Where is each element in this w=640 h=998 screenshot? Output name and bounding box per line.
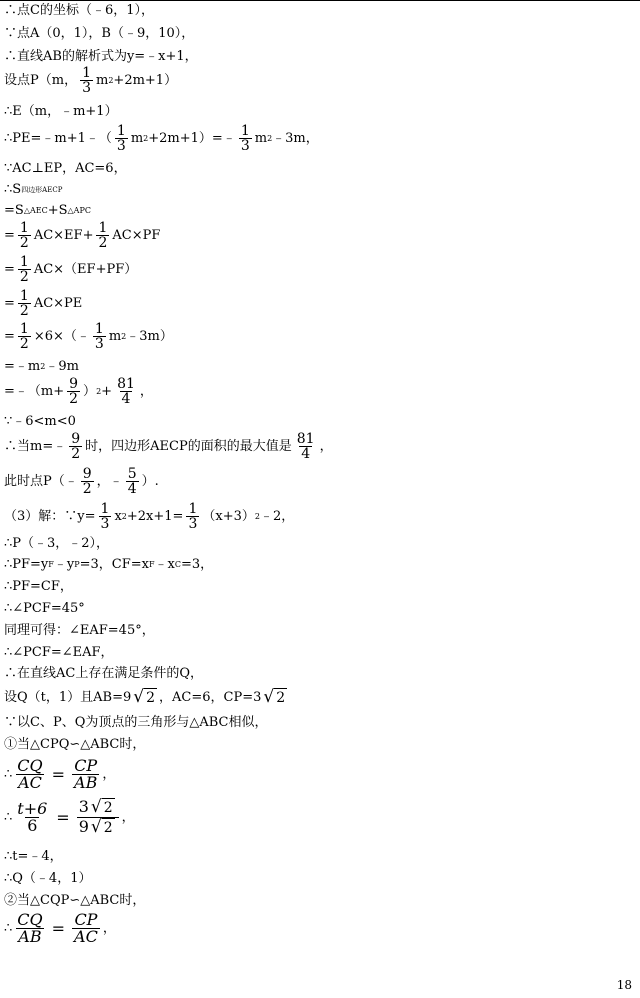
line-31: ∴ $\frac{t+6}{6}$ = 3 √ 2 9 √ 2 ， [4, 797, 135, 837]
line-07: ∵AC⊥EP，AC=6， [4, 161, 127, 176]
line-01: ∴点C的坐标（﹣6，1）， [4, 3, 154, 18]
line-23: ∴∠PCF=45° [4, 601, 85, 616]
line-32: ∴t=﹣4， [4, 849, 63, 864]
line-10: = $\frac{1}{2}$ AC×EF+ $\frac{1}{2}$ AC×PF [4, 220, 161, 251]
line-04: 设点P（m， $\frac{1}{3}$ m 2 +2m+1） [4, 65, 178, 96]
line-14: =﹣m 2 ﹣9m [4, 359, 79, 374]
line-08: ∴S 四边形AECP [4, 182, 63, 197]
line-18: 此时点P（﹣ $\frac{9}{2}$ ，﹣ $\frac{5}{4}$ ）. [4, 466, 159, 497]
line-12: = $\frac{1}{2}$ AC×PE [4, 288, 83, 319]
line-34: ②当△CQP∽△ABC时， [4, 893, 146, 908]
line-29: ①当△CPQ∽△ABC时， [4, 737, 146, 752]
line-11: = $\frac{1}{2}$ AC×（EF+PF） [4, 254, 138, 285]
line-33: ∴Q（﹣4，1） [4, 871, 92, 886]
line-25: ∴∠PCF=∠EAF， [4, 645, 114, 660]
line-15: =﹣（m+ $\frac{9}{2}$ ） 2 + $\frac{81}{4}$ ， [4, 376, 153, 407]
line-27: 设Q（t，1）且AB=9 √ 2 ，AC=6，CP=3 √ 2 [4, 687, 286, 707]
top-rule [0, 0, 640, 1]
line-17: ∴当m=﹣ $\frac{9}{2}$ 时，四边形AECP的面积的最大值是 $\frac{81}{4}$ ， [4, 431, 333, 462]
line-19: （3）解：∵y= $\frac{1}{3}$ x 2 +2x+1= $\frac{1}{3}$ （x+3） 2 ﹣2， [4, 501, 295, 532]
line-02: ∵点A（0，1），B（﹣9，10）， [4, 26, 195, 41]
page-number: 18 [616, 978, 632, 992]
line-24: 同理可得：∠EAF=45°， [4, 623, 155, 638]
line-28: ∵以C、P、Q为顶点的三角形与△ABC相似， [4, 715, 268, 730]
line-30: ∴ $\frac{CQ}{AC}$ = $\frac{CP}{AB}$ ， [4, 756, 116, 792]
line-09: =S △AEC +S △APC [4, 203, 91, 218]
line-16: ∵﹣6<m<0 [4, 414, 76, 429]
line-35: ∴ $\frac{CQ}{AB}$ = $\frac{CP}{AC}$ ， [4, 910, 116, 946]
line-06: ∴PE=﹣m+1﹣（ $\frac{1}{3}$ m 2 +2m+1）=﹣ $\frac{1}{3}$ m 2 ﹣3m， [4, 123, 319, 154]
line-03: ∴直线AB的解析式为y=﹣x+1， [4, 49, 198, 64]
line-20: ∴P（﹣3，﹣2）， [4, 536, 110, 551]
line-26: ∴在直线AC上存在满足条件的Q， [4, 666, 203, 681]
line-22: ∴PF=CF， [4, 579, 73, 594]
line-21: ∴PF=y F ﹣y P =3，CF=x F ﹣x C =3， [4, 557, 214, 572]
line-05: ∴E（m，﹣m+1） [4, 104, 118, 119]
line-13: = $\frac{1}{2}$ ×6×（﹣ $\frac{1}{3}$ m 2 ﹣3m） [4, 321, 173, 352]
